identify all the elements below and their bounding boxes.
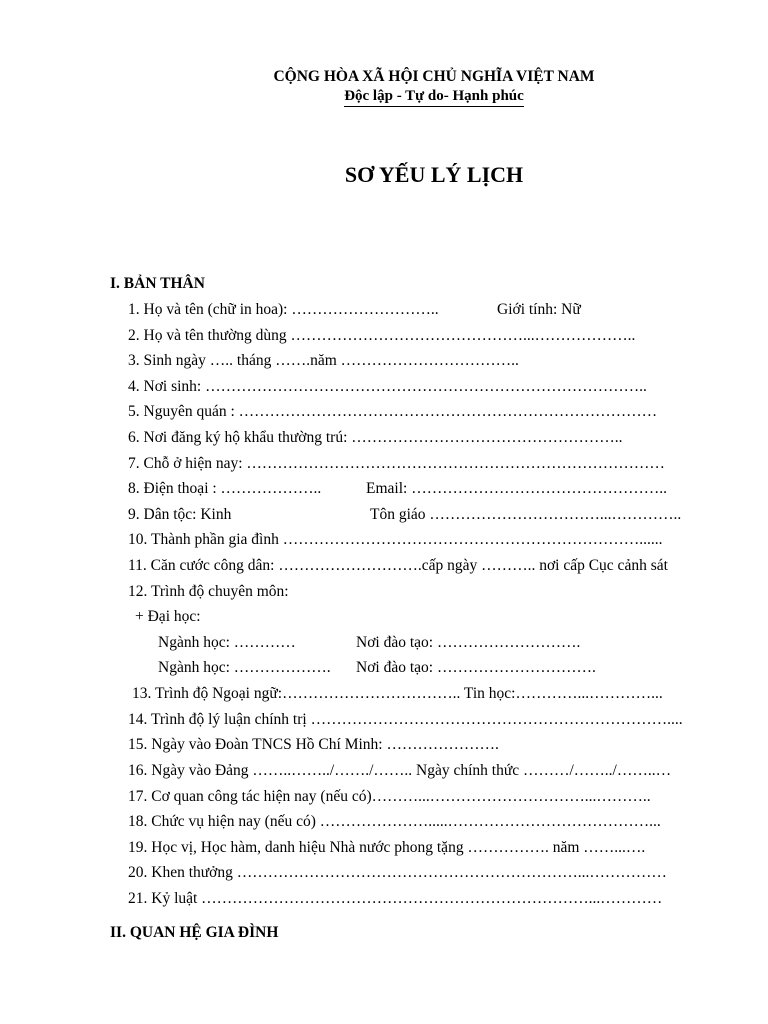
birth-date-field: 3. Sinh ngày ….. tháng …….năm …………………………….. — [128, 352, 519, 369]
phone-field: 8. Điện thoại : ……………….. — [128, 480, 322, 497]
position-field: 18. Chức vụ hiện nay (nếu có) ………………….....…………………………………... — [128, 813, 661, 830]
rewards-field: 20. Khen thưởng …………………………………………………………...…………… — [128, 864, 667, 881]
section-1-heading: I. BẢN THÂN — [110, 275, 205, 292]
discipline-field: 21. Kỷ luật …………………………………………………………………...………… — [128, 890, 663, 907]
email-field: Email: ………………………………………….. — [366, 480, 667, 497]
political-theory-field: 14. Trình độ lý luận chính trị …………………………………………………………….... — [128, 711, 683, 728]
citizen-id-field: 11. Căn cước công dân: ……………………….cấp ngày ……….. nơi cấp Cục cảnh sát — [128, 557, 668, 574]
training-place-field-1: Nơi đào tạo: ………………………. — [356, 634, 581, 651]
ethnicity-field: 9. Dân tộc: Kinh — [128, 506, 232, 523]
professional-level-label: 12. Trình độ chuyên môn: — [128, 583, 289, 600]
birth-place-field: 4. Nơi sinh: ………………………………………………………………………….. — [128, 378, 647, 395]
training-place-field-2: Nơi đào tạo: …………………………. — [356, 659, 596, 676]
motto-header — [0, 88, 768, 107]
common-name-field: 2. Họ và tên thường dùng ………………………………………...……………….. — [128, 327, 636, 344]
gender-field: Giới tính: Nữ — [497, 301, 581, 318]
youth-union-date-field: 15. Ngày vào Đoàn TNCS Hồ Chí Minh: …………………. — [128, 736, 499, 753]
language-it-field: 13. Trình độ Ngoại ngữ:…………………………….. Tin học:…………...…………... — [132, 685, 663, 702]
major-field-1: Ngành học: ………… — [158, 634, 296, 651]
degree-title-field: 19. Học vị, Học hàm, danh hiệu Nhà nước phong tặng ……………. năm ……...…. — [128, 839, 646, 856]
religion-field: Tôn giáo ……………………………...………….. — [370, 506, 682, 523]
section-2-heading: II. QUAN HỆ GIA ĐÌNH — [110, 924, 279, 941]
country-header: CỘNG HÒA XÃ HỘI CHỦ NGHĨA VIỆT NAM — [273, 68, 595, 85]
major-field-2: Ngành học: ………………. — [158, 659, 331, 676]
party-date-field: 16. Ngày vào Đảng ……..……../……./…….. Ngày chính thức ………/……../……..… — [128, 762, 672, 779]
family-background-field: 10. Thành phần gia đình ……………………………………………………………...... — [128, 531, 663, 548]
current-address-field: 7. Chỗ ở hiện nay: ……………………………………………………………………… — [128, 455, 665, 472]
motto-text: Độc lập - Tự do- Hạnh phúc — [344, 88, 524, 107]
document-title: SƠ YẾU LÝ LỊCH — [344, 162, 524, 187]
workplace-field: 17. Cơ quan công tác hiện nay (nếu có)………...…………………………...……….. — [128, 788, 651, 805]
registered-residence-field: 6. Nơi đăng ký hộ khẩu thường trú: …………………………………………….. — [128, 429, 623, 446]
hometown-field: 5. Nguyên quán : ……………………………………………………………………… — [128, 403, 658, 420]
university-label: + Đại học: — [135, 608, 201, 625]
full-name-field: 1. Họ và tên (chữ in hoa): ……………………….. — [128, 301, 439, 318]
